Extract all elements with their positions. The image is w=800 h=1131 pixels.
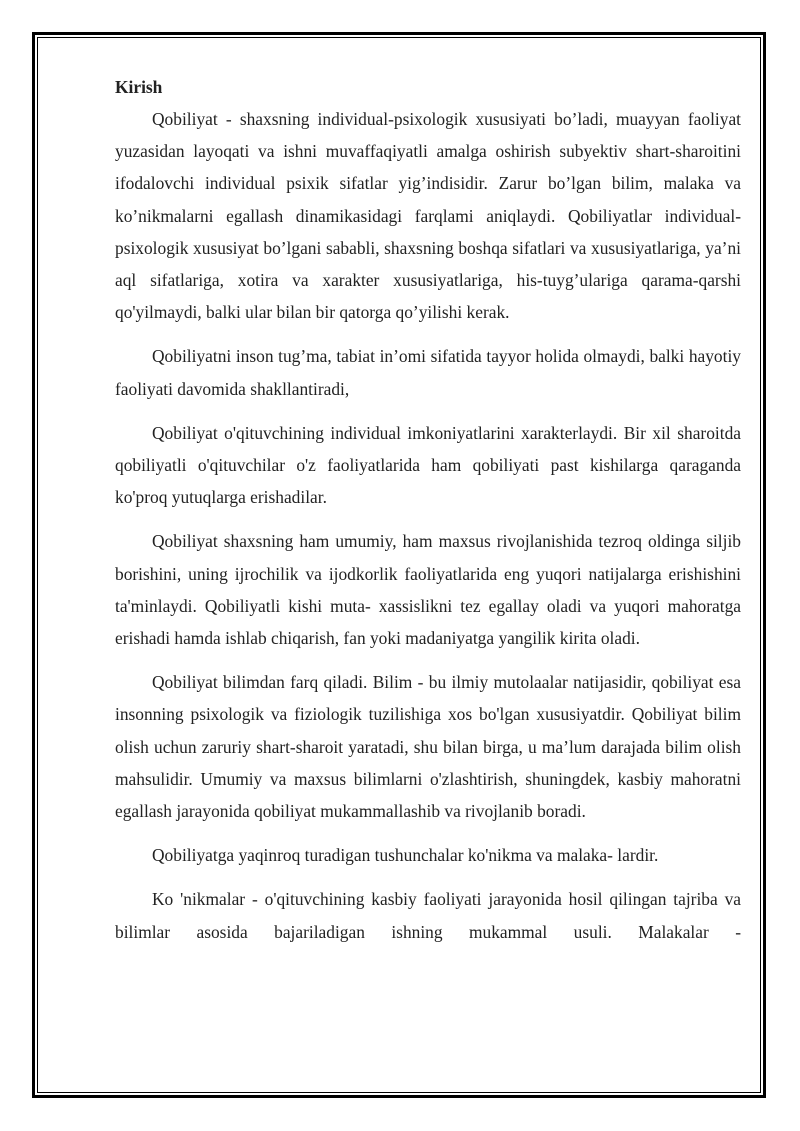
section-heading: Kirish [115,77,163,97]
paragraph-6: Qobiliyatga yaqinroq turadigan tushunchalar ko'nikma va malaka- lardir. [152,845,659,866]
document-body [115,72,741,948]
paragraph-5: Qobiliyat bilimdan farq qiladi. Bilim - bu ilmiy mutolaalar natijasidir, qobiliyat esa insonning psixologik va fiziologik tuzilishiga xos bo'lgan xususiyatdir. Qobiliyat bilim olish uchun zaruriy shart-sharoit yaratadi, shu bilan birga, u ma’lum darajada bilim olish mahsulidir. Umumiy va maxsus bilimlarni o'zlashtirish, shuningdek, kasbiy mahoratni egallash jarayonida qobiliyat mukammallashib va rivojlanib boradi. [115,672,741,822]
paragraph-2: Qobiliyatni inson tug’ma, tabiat in’omi sifatida tayyor holida olmaydi, balki hayotiy faoliyati davomida shakllantiradi, [115,346,741,399]
paragraph-4: Qobiliyat shaxsning ham umumiy, ham maxsus rivojlanishida tezroq oldinga siljib borishini, uning ijrochilik va ijodkorlik faoliyatlarida eng yuqori natijalarga erishishini ta'minlaydi. Qobiliyatli kishi muta- xassislikni tez egallay oladi va yuqori mahoratga erishadi hamda ishlab chiqarish, fan yoki madaniyatga yangilik kirita oladi. [115,531,741,649]
paragraph-1: Qobiliyat - shaxsning individual-psixologik xususiyati bo’ladi, muayyan faoliyat yuzasidan layoqati va ishni muvaffaqiyatli amalga oshirish subyektiv shart-sharoitini ifodalovchi individual psixik sifatlar yig’indisidir. Zarur bo’lgan bilim, malaka va ko’nikmalarni egallash dinamikasidagi farqlami aniqlaydi. Qobiliyatlar individual-psixologik xususiyat bo’lgani sababli, shaxsning boshqa sifatlari va xususiyatlariga, ya’ni aql sifatlariga, xotira va xarakter xususiyatlariga, his-tuyg’ulariga qarama-qarshi qo'yilmaydi, balki ular bilan bir qatorga qo’yilishi kerak. [115,109,741,323]
paragraph-7: Ko 'nikmalar - o'qituvchining kasbiy faoliyati jarayonida hosil qilingan tajriba va bilimlar asosida bajariladigan ishning mukammal usuli. Malakalar - [115,889,741,942]
paragraph-3: Qobiliyat o'qituvchining individual imkoniyatlarini xarakterlaydi. Bir xil sharoitda qobiliyatli o'qituvchilar o'z faoliyatlarida ham qobiliyati past kishilarga qaraganda ko'proq yutuqlarga erishadilar. [115,422,741,508]
